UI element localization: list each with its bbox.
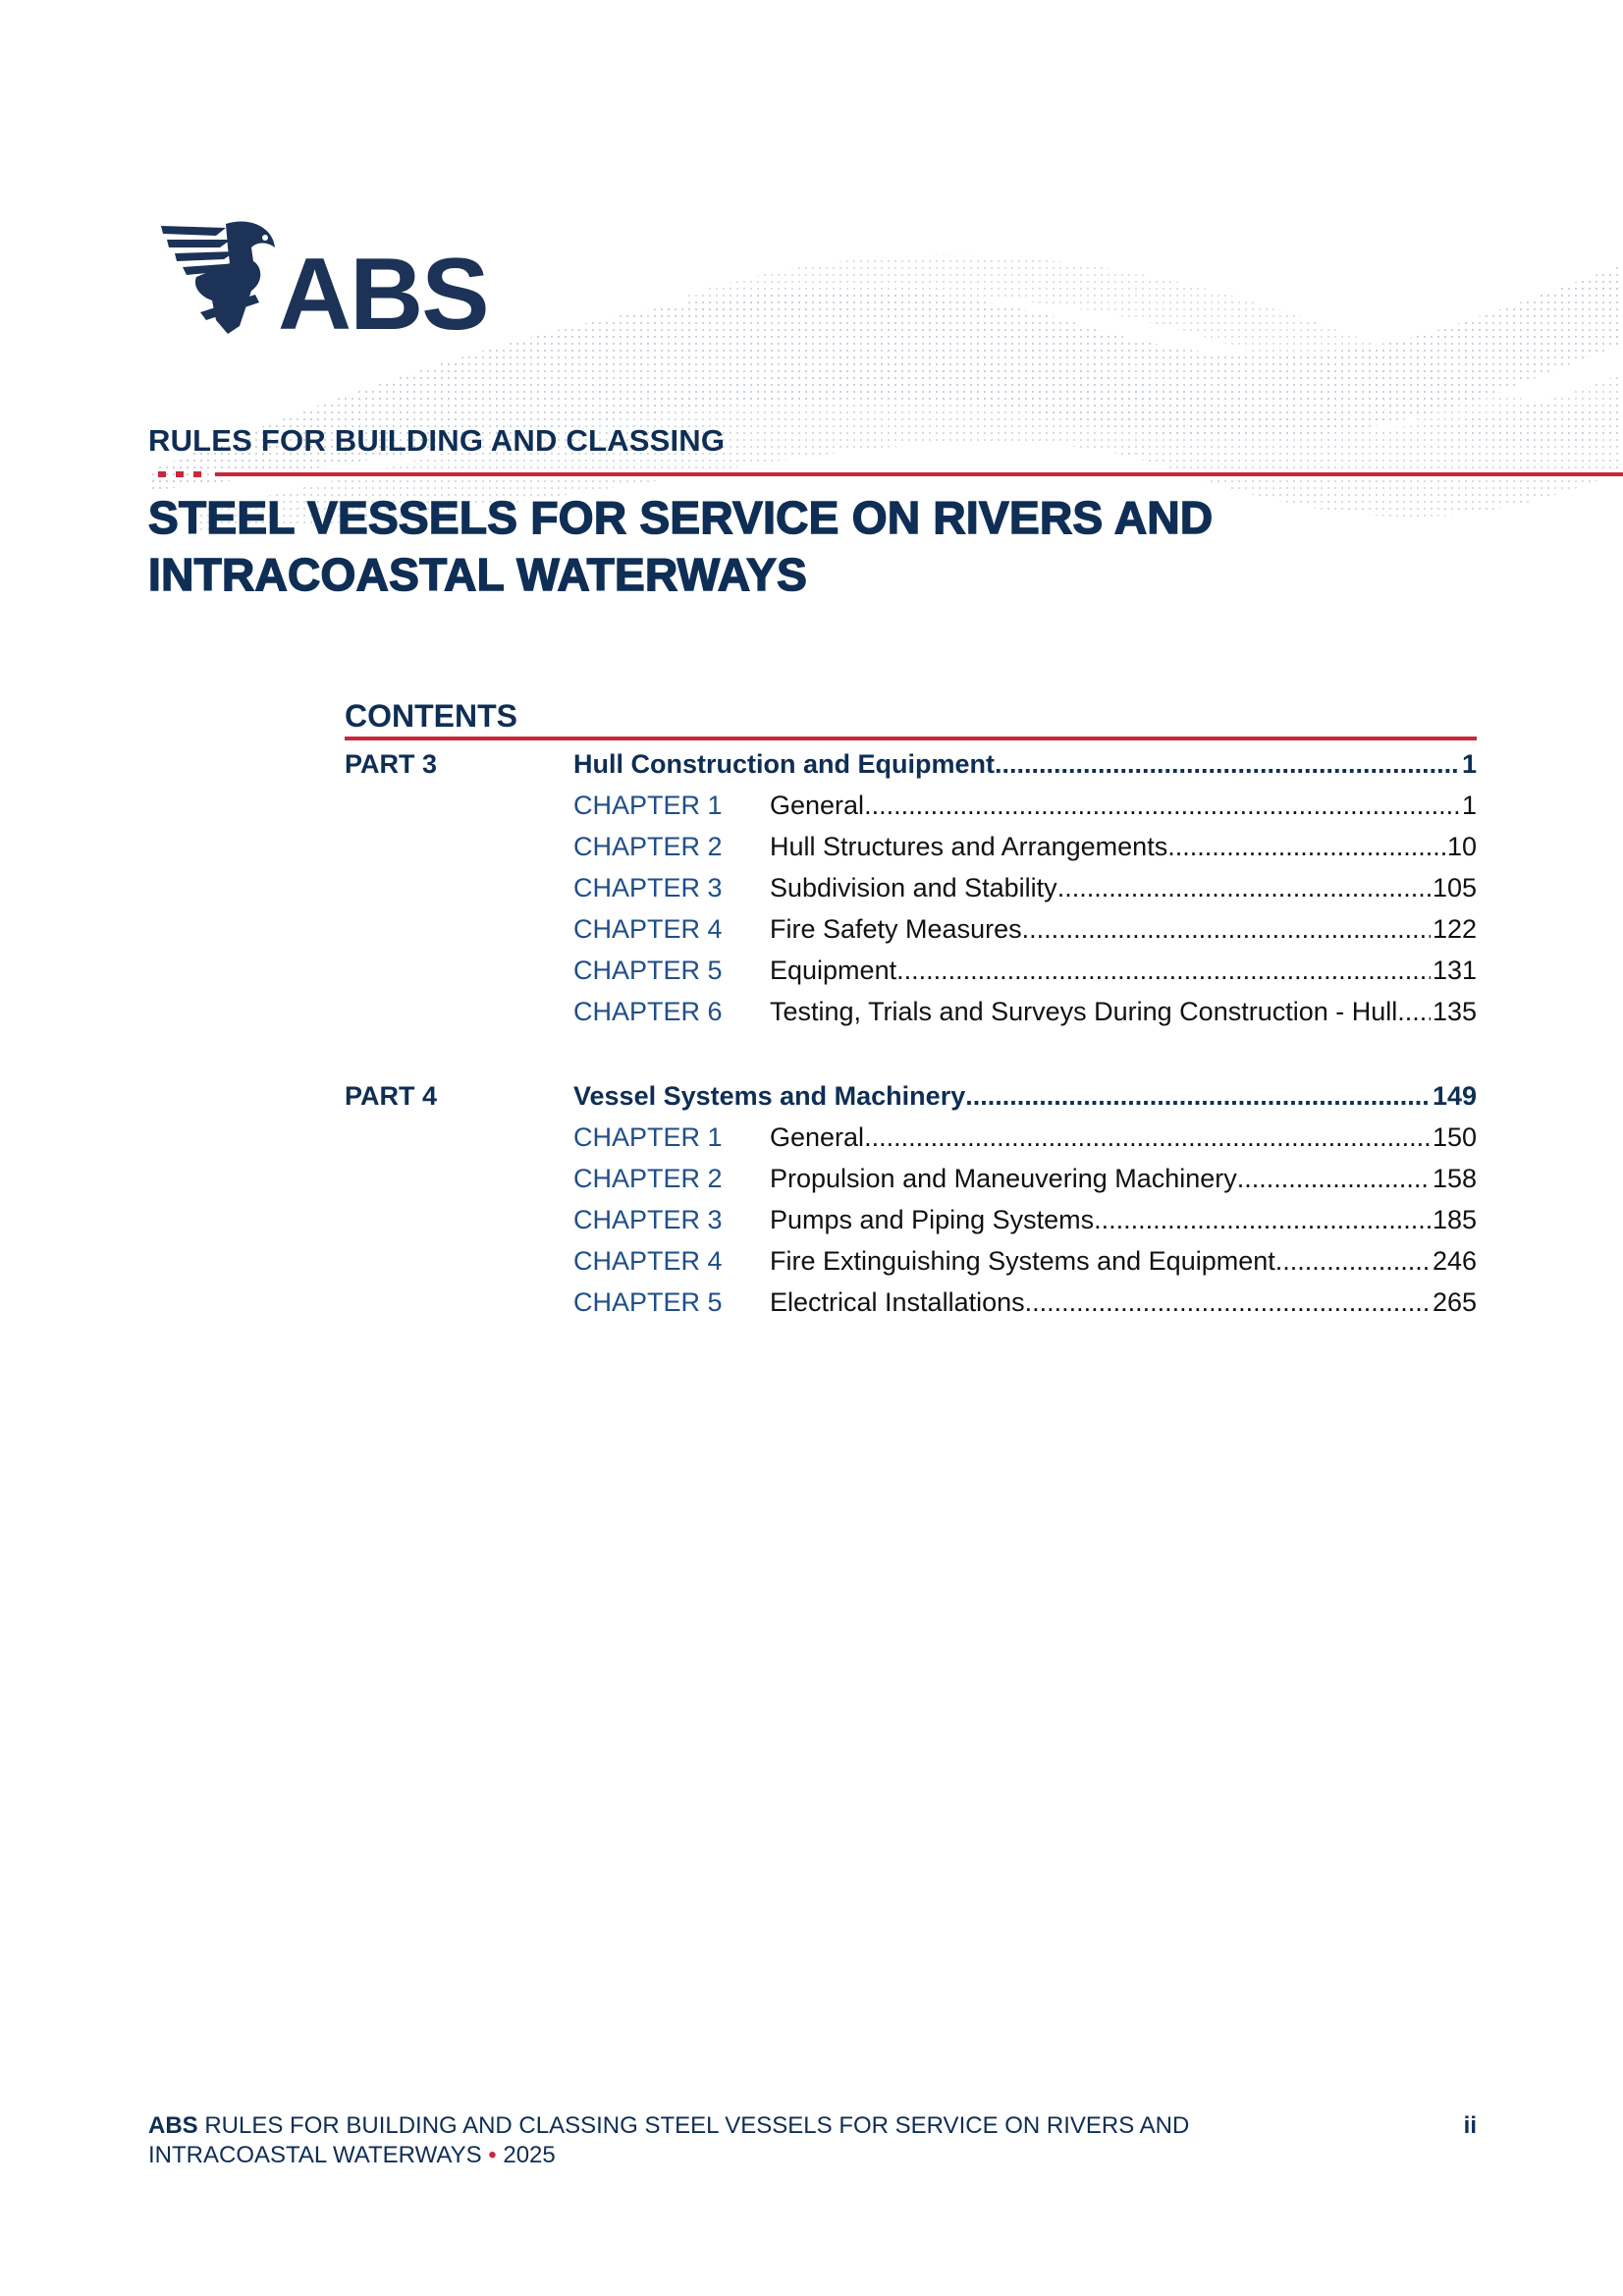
chapter-title: Fire Extinguishing Systems and Equipment [770, 1245, 1275, 1276]
toc-chapter-row[interactable] [345, 786, 1477, 825]
chapter-label: CHAPTER 3 [573, 1205, 723, 1234]
chapter-title: General [770, 1121, 865, 1152]
toc-chapter-row[interactable] [345, 827, 1477, 866]
chapter-label: CHAPTER 2 [573, 832, 723, 861]
chapter-page: 1 [1461, 790, 1477, 820]
toc-chapter-row[interactable] [345, 868, 1477, 907]
chapter-page: 150 [1432, 1121, 1477, 1152]
toc-part-entry[interactable] [345, 1076, 1477, 1116]
chapter-label: CHAPTER 1 [573, 791, 723, 820]
toc-chapter-row[interactable] [345, 1118, 1477, 1157]
chapter-link[interactable] [770, 1205, 1477, 1235]
footer-text-line1: RULES FOR BUILDING AND CLASSING STEEL VESSELS FOR SERVICE ON RIVERS AND [204, 2112, 1190, 2139]
part-page: 1 [1461, 748, 1477, 779]
footer-brand: ABS [148, 2112, 198, 2139]
part-label: PART 3 [345, 749, 438, 779]
chapter-title: Hull Structures and Arrangements [770, 831, 1168, 861]
chapter-label: CHAPTER 4 [573, 1246, 723, 1276]
part-title-link[interactable] [573, 1081, 1477, 1112]
toc-chapter-row[interactable] [345, 1283, 1477, 1322]
footer-line1 [148, 2111, 1474, 2141]
chapter-link[interactable] [770, 873, 1477, 903]
contents-heading: CONTENTS [345, 698, 517, 734]
chapter-link[interactable] [770, 832, 1477, 862]
chapter-title: Electrical Installations [770, 1286, 1025, 1317]
chapter-title: Fire Safety Measures [770, 913, 1022, 944]
part-title-link[interactable] [573, 749, 1477, 780]
chapter-label: CHAPTER 5 [573, 1287, 723, 1317]
chapter-title: Subdivision and Stability [770, 872, 1057, 902]
chapter-link[interactable] [770, 1164, 1477, 1194]
chapter-label: CHAPTER 3 [573, 873, 723, 902]
page-footer [148, 2111, 1474, 2170]
footer-year: 2025 [503, 2142, 556, 2168]
footer-separator: • [488, 2142, 497, 2168]
chapter-title: Testing, Trials and Surveys During Construction - Hull [770, 996, 1398, 1026]
chapter-page: 246 [1432, 1245, 1477, 1276]
chapter-title: Propulsion and Maneuvering Machinery [770, 1163, 1237, 1193]
part-title: Hull Construction and Equipment [573, 748, 995, 779]
toc-chapter-row[interactable] [345, 1200, 1477, 1239]
chapter-link[interactable] [770, 956, 1477, 986]
toc-chapter-row[interactable] [345, 951, 1477, 990]
page-number: ii [1463, 2112, 1477, 2139]
chapter-link[interactable] [770, 1246, 1477, 1277]
chapter-page: 135 [1432, 996, 1477, 1026]
toc-chapter-row[interactable] [345, 1159, 1477, 1198]
chapter-label: CHAPTER 2 [573, 1164, 723, 1193]
chapter-page: 158 [1432, 1163, 1477, 1193]
chapter-link[interactable] [770, 791, 1477, 821]
title-divider [158, 471, 1623, 477]
document-title-line2: INTRACOASTAL WATERWAYS [148, 549, 808, 600]
part-label: PART 4 [345, 1081, 438, 1111]
chapter-page: 122 [1432, 913, 1477, 944]
chapter-label: CHAPTER 4 [573, 914, 723, 944]
abs-logo-wordmark: ABS [278, 238, 488, 352]
chapter-page: 185 [1432, 1204, 1477, 1234]
part-page: 149 [1432, 1080, 1477, 1111]
chapter-title: General [770, 790, 865, 820]
toc-chapter-row[interactable] [345, 992, 1477, 1031]
chapter-link[interactable] [770, 997, 1477, 1027]
chapter-page: 10 [1446, 831, 1477, 861]
toc-chapter-row[interactable] [345, 1241, 1477, 1281]
chapter-link[interactable] [770, 1287, 1477, 1318]
part-title: Vessel Systems and Machinery [573, 1080, 966, 1111]
footer-line2 [148, 2141, 1474, 2170]
chapter-link[interactable] [770, 1122, 1477, 1153]
contents-divider [345, 737, 1477, 740]
chapter-title: Equipment [770, 955, 897, 985]
chapter-page: 105 [1432, 872, 1477, 902]
chapter-label: CHAPTER 6 [573, 997, 723, 1026]
chapter-label: CHAPTER 5 [573, 956, 723, 985]
chapter-page: 265 [1432, 1286, 1477, 1317]
chapter-label: CHAPTER 1 [573, 1122, 723, 1152]
chapter-page: 131 [1432, 955, 1477, 985]
toc-chapter-row[interactable] [345, 909, 1477, 949]
document-title-line1: STEEL VESSELS FOR SERVICE ON RIVERS AND [148, 492, 1214, 543]
document-title [148, 489, 1425, 603]
chapter-link[interactable] [770, 914, 1477, 945]
footer-text-line2: INTRACOASTAL WATERWAYS [148, 2142, 482, 2168]
chapter-title: Pumps and Piping Systems [770, 1204, 1095, 1234]
toc-part-entry[interactable] [345, 744, 1477, 784]
document-series-title: RULES FOR BUILDING AND CLASSING [148, 423, 726, 458]
